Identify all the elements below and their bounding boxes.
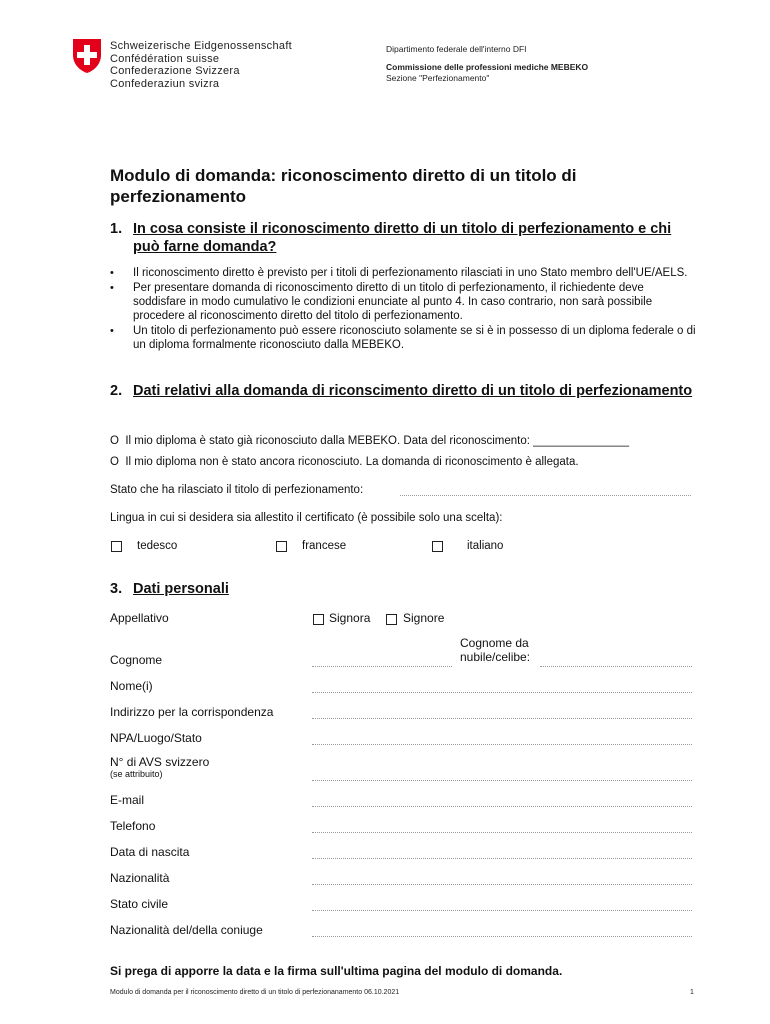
nome-label: Nome(i): [110, 679, 153, 693]
language-option-label: francese: [302, 540, 347, 552]
commission-name: Commissione delle professioni mediche MEBEKO: [386, 62, 589, 72]
nome-field[interactable]: [312, 692, 692, 693]
page-number: 1: [690, 989, 694, 996]
footer-text: Modulo di domanda per il riconoscimento diretto di un titolo di perfezionanamento 06.10.2021: [110, 989, 400, 996]
list-item: • Un titolo di perfezionamento può essere riconosciuto solamente se si è in possesso di un diploma federale o di un diploma formalmente riconosciuto dalla MEBEKO.: [110, 324, 698, 352]
agency-line: Confederaziun svizra: [110, 77, 220, 90]
avs-label: N° di AVS svizzero: [110, 755, 210, 769]
list-item: • Per presentare domanda di riconoscimento diretto di un titolo di perfezionamento, il richiedente deve soddisfare in modo cumulativo le condizioni enunciate al punto 4. In caso contrario, non sarà possibile procedere al riconoscimento diretto del titolo di perfezionamento.: [110, 281, 698, 323]
option-label: Il mio diploma non è stato ancora riconosciuto. La domanda di riconoscimento è allegata.: [125, 456, 579, 468]
department-block: [386, 44, 588, 84]
section-1-bullets: [110, 266, 698, 353]
appellativo-option-label: Signora: [329, 611, 371, 625]
radio-marker[interactable]: O: [110, 456, 119, 468]
checkbox-signora[interactable]: [313, 612, 324, 630]
npa-field[interactable]: [312, 744, 692, 745]
checkbox-francese[interactable]: [276, 539, 287, 557]
maiden-name-label: Cognome da nubile/celibe:: [460, 636, 531, 664]
avs-note: (se attribuito): [110, 769, 163, 779]
issuing-state-field[interactable]: [400, 495, 691, 496]
appellativo-label: Appellativo: [110, 611, 169, 625]
signature-note: Si prega di apporre la data e la firma sull'ultima pagina del modulo di domanda.: [110, 964, 563, 978]
option-recognized[interactable]: [110, 434, 629, 448]
nascita-label: Data di nascita: [110, 845, 190, 859]
swiss-coat-of-arms-icon: [72, 38, 102, 74]
department-name: Dipartimento federale dell'interno DFI: [386, 44, 527, 54]
stato-civile-label: Stato civile: [110, 897, 169, 911]
option-not-recognized[interactable]: [110, 455, 579, 469]
maiden-name-field[interactable]: [540, 666, 692, 667]
avs-field[interactable]: [312, 780, 692, 781]
section-number: 3.: [110, 581, 123, 597]
indirizzo-label: Indirizzo per la corrispondenza: [110, 705, 274, 719]
radio-marker[interactable]: O: [110, 435, 119, 447]
section-title: In cosa consiste il riconoscimento diretto di un titolo di perfezionamento e chi può farne domanda?: [133, 221, 672, 255]
email-field[interactable]: [312, 806, 692, 807]
nascita-field[interactable]: [312, 858, 692, 859]
section-name: Sezione "Perfezionamento": [386, 73, 490, 83]
telefono-field[interactable]: [312, 832, 692, 833]
section-title: Dati relativi alla domanda di riconscimento diretto di un titolo di perfezionamento: [133, 383, 693, 399]
telefono-label: Telefono: [110, 819, 156, 833]
issuing-state-label: Stato che ha rilasciato il titolo di perfezionamento:: [110, 484, 364, 496]
section-title: Dati personali: [133, 581, 229, 597]
checkbox-signore[interactable]: [386, 612, 397, 630]
appellativo-option-label: Signore: [403, 611, 445, 625]
nazionalita-coniuge-label: Nazionalità del/della coniuge: [110, 923, 263, 937]
list-item: • Il riconoscimento diretto è previsto per i titoli di perfezionamento rilasciati in uno Stato membro dell'UE/AELS.: [110, 266, 698, 280]
agency-line: Schweizerische Eidgenossenschaft: [110, 40, 293, 52]
option-label: Il mio diploma è stato già riconosciuto dalla MEBEKO. Data del riconoscimento: _______________: [125, 435, 630, 447]
npa-label: NPA/Luogo/Stato: [110, 731, 202, 745]
agency-name: [110, 40, 292, 90]
form-title: Modulo di domanda: riconoscimento diretto di un titolo di perfezionamento: [110, 166, 577, 206]
agency-line: Confédération suisse: [110, 52, 220, 65]
checkbox-italiano[interactable]: [432, 539, 443, 557]
cognome-label: Cognome: [110, 653, 163, 667]
nazionalita-coniuge-field[interactable]: [312, 936, 692, 937]
nazionalita-label: Nazionalità: [110, 871, 170, 885]
stato-civile-field[interactable]: [312, 910, 692, 911]
nazionalita-field[interactable]: [312, 884, 692, 885]
cognome-field[interactable]: [312, 666, 452, 667]
agency-line: Confederazione Svizzera: [110, 65, 240, 77]
indirizzo-field[interactable]: [312, 718, 692, 719]
checkbox-tedesco[interactable]: [111, 539, 122, 557]
language-option-label: italiano: [467, 540, 504, 552]
section-number: 2.: [110, 383, 123, 399]
email-label: E-mail: [110, 793, 145, 807]
language-label: Lingua in cui si desidera sia allestito il certificato (è possibile solo una scelta):: [110, 512, 503, 524]
language-option-label: tedesco: [137, 540, 178, 552]
section-number: 1.: [110, 221, 123, 237]
